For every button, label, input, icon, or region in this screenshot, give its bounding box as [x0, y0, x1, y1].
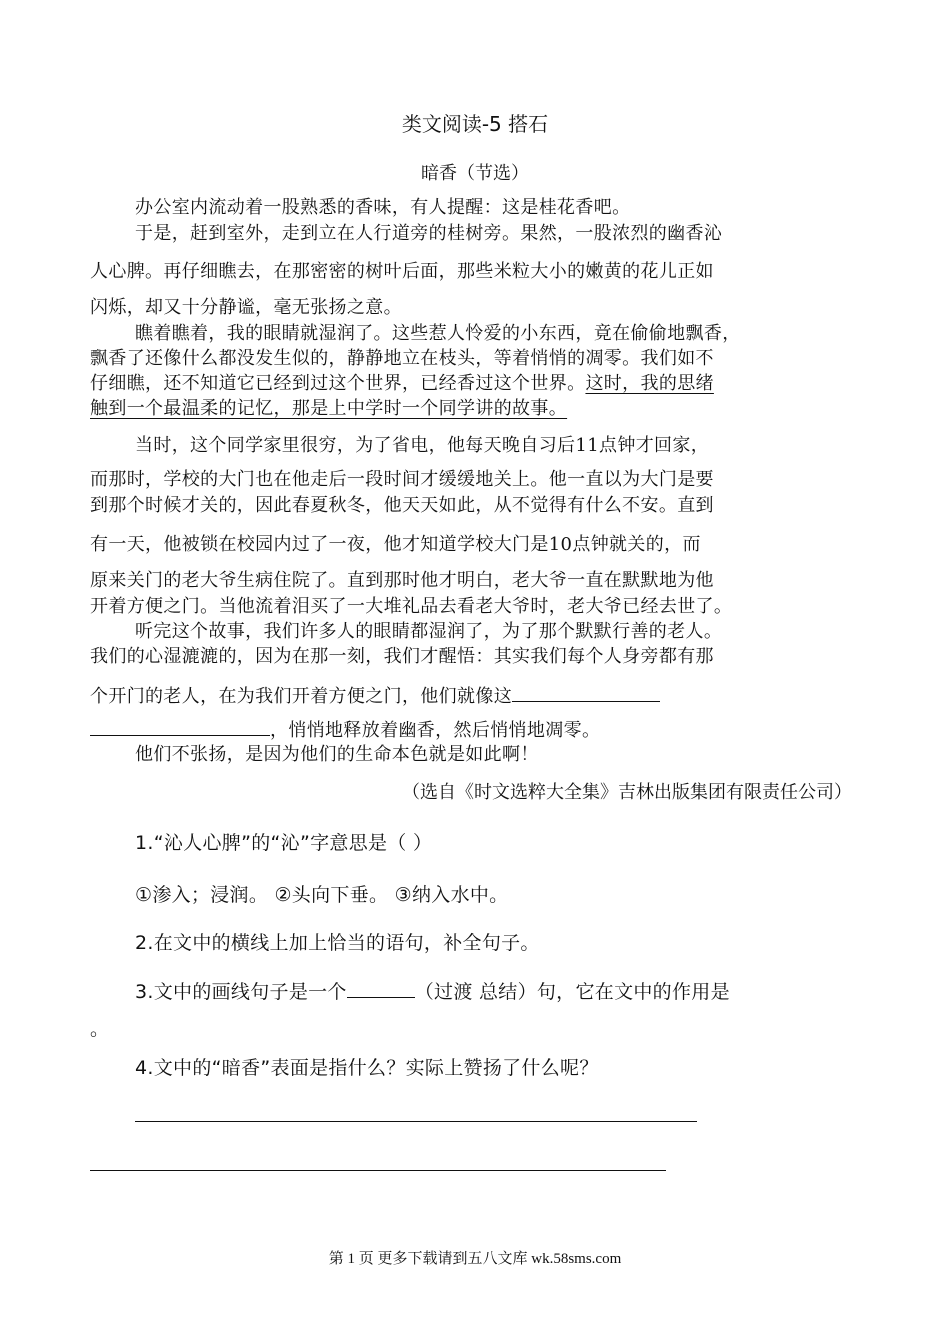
- text-segment: 仔细瞧，还不知道它已经到过这个世界，已经香过这个世界。: [90, 373, 586, 394]
- text-line: 开着方便之门。当他流着泪买了一大堆礼品去看老大爷时，老大爷已经去世了。: [90, 596, 733, 617]
- text-line: 闪烁，却又十分静谧，毫无张扬之意。: [90, 297, 402, 318]
- underlined-sentence: 这时，我的思绪: [585, 373, 714, 394]
- text-line: 有一天，他被锁在校园内过了一夜，他才知道学校大门是10点钟就关的，而: [90, 534, 701, 555]
- text-line: 于是，赶到室外，走到立在人行道旁的桂树旁。果然，一股浓烈的幽香沁: [135, 223, 723, 244]
- fill-blank[interactable]: [90, 717, 270, 736]
- text-line: [90, 683, 870, 709]
- underlined-sentence: 触到一个最温柔的记忆，那是上中学时一个同学讲的故事。: [90, 398, 568, 419]
- text-line: 到那个时候才关的，因此春夏秋冬，他天天如此，从不觉得有什么不安。直到: [90, 495, 714, 516]
- text-line: [90, 717, 870, 743]
- text-line: 飘香了还像什么都没发生似的，静静地立在枝头，等着悄悄的凋零。我们如不: [90, 348, 714, 369]
- text-segment: ，悄悄地释放着幽香，然后悄悄地凋零。: [270, 720, 601, 741]
- text-line: 人心脾。再仔细瞧去，在那密密的树叶后面，那些米粒大小的嫩黄的花儿正如: [90, 261, 714, 282]
- question-3-end: 。: [90, 1018, 110, 1040]
- answer-line[interactable]: [90, 1170, 666, 1171]
- source-citation: （选自《时文选粹大全集》吉林出版集团有限责任公司）: [402, 782, 852, 803]
- question-1-options: ①渗入；浸润。 ②头向下垂。 ③纳入水中。: [135, 884, 509, 906]
- question-4: 4.文中的“暗香”表面是指什么？实际上赞扬了什么呢？: [135, 1057, 599, 1079]
- question-3-text: 3.文中的画线句子是一个: [135, 981, 347, 1003]
- fill-blank[interactable]: [512, 683, 660, 702]
- text-line: [90, 397, 870, 421]
- text-line: [90, 372, 870, 396]
- article-subtitle: 暗香（节选）: [421, 163, 529, 184]
- text-line: 我们的心湿漉漉的，因为在那一刻，我们才醒悟：其实我们每个人身旁都有那: [90, 646, 714, 667]
- page-footer: 第 1 页 更多下载请到五八文库 wk.58sms.com: [328, 1251, 622, 1267]
- text-line: 他们不张扬，是因为他们的生命本色就是如此啊！: [135, 744, 539, 765]
- question-1: 1.“沁人心脾”的“沁”字意思是（ ）: [135, 832, 433, 854]
- text-line: 办公室内流动着一股熟悉的香味，有人提醒：这是桂花香吧。: [135, 197, 631, 218]
- document-title: 类文阅读-5 搭石: [401, 112, 549, 136]
- question-3-text: （过渡 总结）句，它在文中的作用是: [414, 981, 730, 1003]
- text-line: 当时，这个同学家里很穷，为了省电，他每天晚自习后11点钟才回家，: [135, 435, 710, 456]
- fill-blank[interactable]: [347, 979, 415, 998]
- text-line: 听完这个故事，我们许多人的眼睛都湿润了，为了那个默默行善的老人。: [135, 621, 723, 642]
- text-line: 瞧着瞧着，我的眼睛就湿润了。这些惹人怜爱的小东西，竟在偷偷地飘香，: [135, 323, 741, 344]
- question-2: 2.在文中的横线上加上恰当的语句，补全句子。: [135, 932, 540, 954]
- question-3: [135, 977, 730, 1004]
- answer-line[interactable]: [135, 1121, 697, 1122]
- text-line: 而那时，学校的大门也在他走后一段时间才缓缓地关上。他一直以为大门是要: [90, 469, 714, 490]
- text-line: 原来关门的老大爷生病住院了。直到那时他才明白，老大爷一直在默默地为他: [90, 570, 714, 591]
- text-segment: 个开门的老人，在为我们开着方便之门，他们就像这: [90, 686, 513, 707]
